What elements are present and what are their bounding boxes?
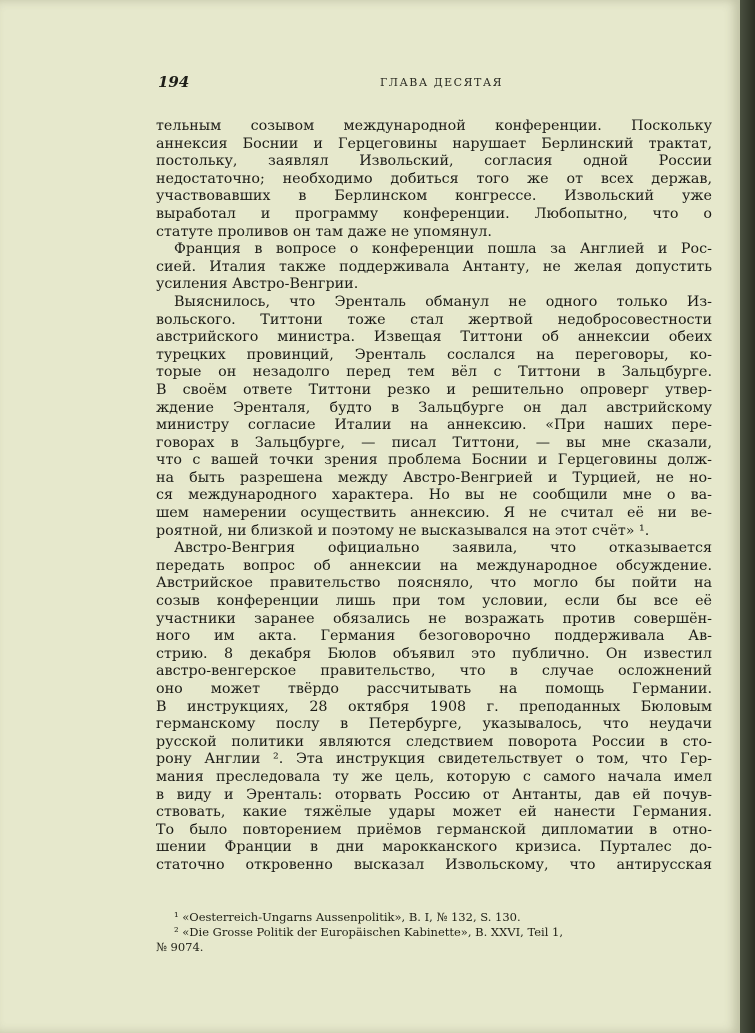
text-line: В инструкциях, 28 октября 1908 г. преподанных Бюловым xyxy=(156,698,712,715)
text-line: выработал и программу конференции. Любопытно, что о xyxy=(156,205,712,222)
text-line: Франция в вопросе о конференции пошла за Англией и Рос- xyxy=(174,241,712,258)
text-line: австро-венгерское правительство, что в случае осложнений xyxy=(156,663,712,680)
text-line: Австро-Венгрия официально заявила, что отказывается xyxy=(174,540,712,557)
footnote-line: ¹ «Oesterreich-Ungarns Aussenpolitik», B. I, № 132, S. 130. xyxy=(174,910,521,924)
text-line: торые он незадолго перед тем вёл с Титтони в Зальцбурге. xyxy=(156,364,712,381)
text-line: в виду и Эренталь: оторвать Россию от Антанты, дав ей почув- xyxy=(156,786,712,803)
text-line: германскому послу в Петербурге, указывалось, что неудачи xyxy=(156,716,712,733)
footnotes xyxy=(156,910,712,955)
running-head: ГЛАВА ДЕСЯТАЯ xyxy=(380,76,504,89)
footnote-line: ² «Die Grosse Politik der Europäischen Kabinette», B. XXVI, Teil 1, xyxy=(174,925,564,939)
page-edge-shadow xyxy=(740,0,755,1033)
text-line: оно может твёрдо рассчитывать на помощь Германии. xyxy=(156,681,712,697)
text-line: В своём ответе Титтони резко и решительно опроверг утвер- xyxy=(156,381,712,398)
text-line: Выяснилось, что Эренталь обманул не одного только Из- xyxy=(174,293,712,310)
text-line: роятной, ни близкой и поэтому не высказывался на этот счёт» ¹. xyxy=(156,522,650,539)
text-line: говорах в Зальцбурге, — писал Титтони, — вы мне сказали, xyxy=(156,434,712,451)
text-line: участники заранее обязались не возражать против совершён- xyxy=(156,610,712,627)
text-line: русской политики являются следствием поворота России в сто- xyxy=(156,733,712,750)
text-line: сией. Италия также поддерживала Антанту, не желая допустить xyxy=(156,258,712,275)
text-line: тельным созывом международной конференции. Поскольку xyxy=(156,118,712,134)
text-line: ного им акта. Германия безоговорочно поддерживала Ав- xyxy=(156,628,712,645)
text-line: усиления Австро-Венгрии. xyxy=(156,276,359,293)
text-line: статочно откровенно высказал Извольскому, что антирусская xyxy=(156,856,712,873)
text-line: вольского. Титтони тоже стал жертвой недобросовестности xyxy=(156,311,712,328)
body-text xyxy=(156,118,712,875)
page-header xyxy=(158,73,710,93)
page-number: 194 xyxy=(158,73,190,91)
text-line: созыв конференции лишь при том условии, если бы все её xyxy=(156,593,712,610)
text-line: ся международного характера. Но вы не сообщили мне о ва- xyxy=(156,487,712,504)
text-line: постольку, заявлял Извольский, согласия одной России xyxy=(156,153,712,170)
text-line: стрию. 8 декабря Бюлов объявил это публично. Он известил xyxy=(156,645,712,662)
text-line: рону Англии ². Эта инструкция свидетельствует о том, что Гер- xyxy=(156,751,712,768)
text-line: участвовавших в Берлинском конгрессе. Извольский уже xyxy=(156,188,712,205)
text-line: турецких провинций, Эренталь сослался на переговоры, ко- xyxy=(156,346,712,363)
text-line: шем намерении осуществить аннексию. Я не считал её ни ве- xyxy=(156,505,712,522)
text-line: ствовать, какие тяжёлые удары может ей нанести Германия. xyxy=(156,804,712,821)
text-line: на быть разрешена между Австро-Венгрией и Турцией, не но- xyxy=(156,469,712,486)
text-line: Австрийское правительство поясняло, что могло бы пойти на xyxy=(156,575,712,592)
text-line: статуте проливов он там даже не упомянул. xyxy=(156,223,492,240)
text-line: недостаточно; необходимо добиться того же от всех держав, xyxy=(156,170,712,187)
text-line: мания преследовала ту же цель, которую с самого начала имел xyxy=(156,768,712,785)
text-line: что с вашей точки зрения проблема Боснии и Герцеговины долж- xyxy=(156,452,712,469)
text-line: австрийского министра. Извещая Титтони об аннексии обеих xyxy=(156,329,712,346)
text-line: передать вопрос об аннексии на международное обсуждение. xyxy=(156,557,712,574)
text-line: аннексия Боснии и Герцеговины нарушает Берлинский трактат, xyxy=(156,135,712,152)
text-line: шении Франции в дни марокканского кризиса. Пурталес до- xyxy=(156,839,712,856)
footnote-line: № 9074. xyxy=(156,940,204,954)
text-line: ждение Эренталя, будто в Зальцбурге он дал австрийскому xyxy=(156,399,712,416)
text-line: министру согласие Италии на аннексию. «При наших пере- xyxy=(156,417,712,434)
text-line: То было повторением приёмов германской дипломатии в отно- xyxy=(156,821,712,838)
